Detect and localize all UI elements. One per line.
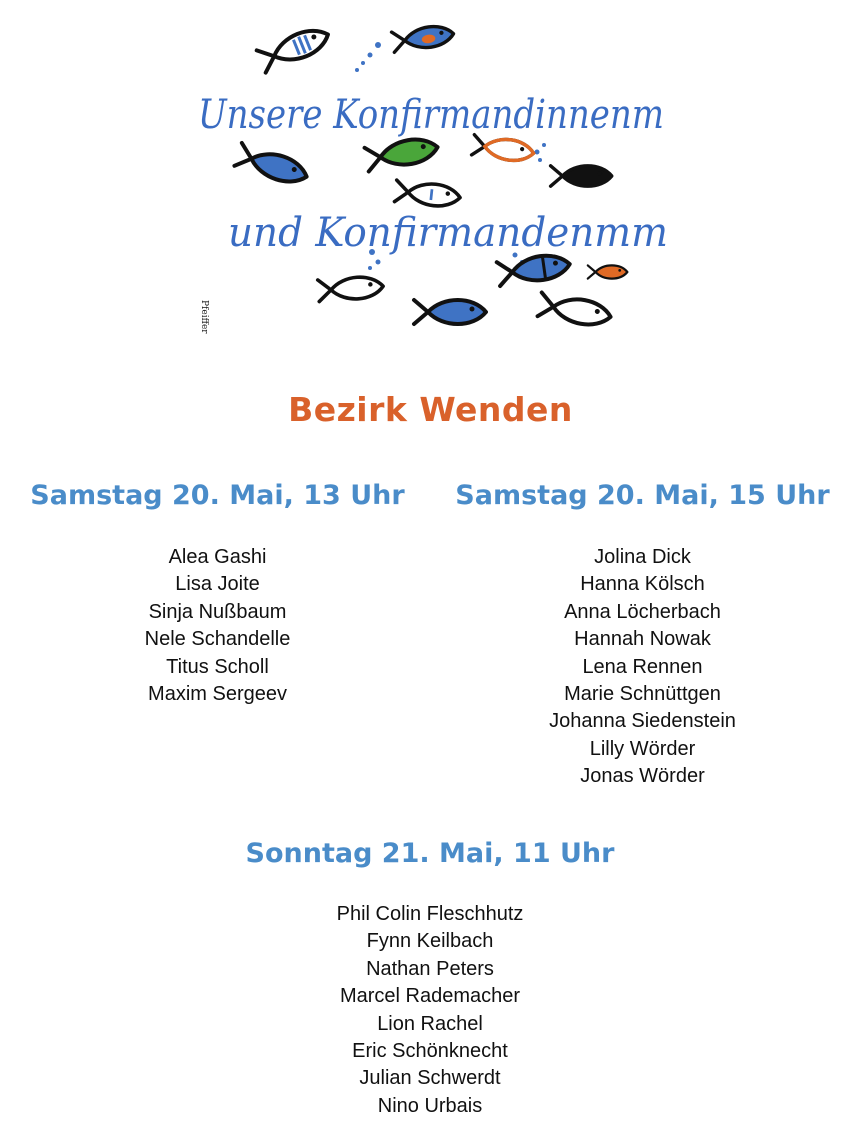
fish-logo — [180, 0, 680, 345]
list-item: Sinja Nußbaum — [148, 600, 287, 623]
fish-blue — [234, 143, 310, 188]
list-item: Lena Rennen — [582, 655, 703, 678]
list-item: Hannah Nowak — [574, 628, 711, 651]
name-list — [455, 544, 830, 791]
list-item: Julian Schwerdt — [359, 1067, 501, 1090]
fish-white-striped — [257, 23, 333, 72]
list-item: Maxim Sergeev — [148, 682, 287, 705]
fish-white-lower — [318, 275, 384, 301]
logo-signature: Pfeiffer — [199, 300, 209, 334]
fish-blue-orange — [392, 24, 455, 53]
group-heading: Sonntag 21. Mai, 11 Uhr — [245, 838, 615, 869]
fish-orange-outline — [472, 135, 535, 164]
group-heading: Samstag 20. Mai, 15 Uhr — [455, 480, 830, 511]
list-item: Lion Rachel — [377, 1012, 483, 1035]
list-item: Fynn Keilbach — [366, 930, 494, 953]
list-item: Nele Schandelle — [144, 628, 291, 651]
list-item: Nathan Peters — [366, 957, 494, 980]
list-item: Eric Schönknecht — [352, 1039, 508, 1062]
fish-green — [365, 135, 440, 171]
list-item: Phil Colin Fleschhutz — [336, 903, 524, 925]
list-item: Jolina Dick — [594, 546, 691, 568]
logo-title-line2: und Konfirmandenmm — [228, 210, 668, 256]
list-item: Titus Scholl — [166, 655, 269, 678]
name-list — [230, 901, 630, 1120]
fish-black — [551, 166, 612, 186]
name-list — [30, 544, 405, 708]
fish-orange-small — [588, 265, 628, 278]
district-title: Bezirk Wenden — [288, 390, 573, 429]
list-item: Alea Gashi — [168, 546, 267, 568]
fish-blue-lower — [414, 300, 486, 324]
fish-white-center — [394, 180, 461, 208]
list-item: Lisa Joite — [175, 573, 260, 596]
fish-blue-right — [497, 252, 572, 286]
list-item: Marie Schnüttgen — [564, 682, 721, 705]
list-item: Nino Urbais — [377, 1094, 483, 1117]
list-item: Johanna Siedenstein — [549, 710, 736, 733]
list-item: Marcel Rademacher — [339, 985, 521, 1008]
list-item: Anna Löcherbach — [564, 600, 721, 623]
fish-white-right — [538, 293, 613, 329]
list-item: Lilly Wörder — [589, 737, 696, 760]
list-item: Jonas Wörder — [580, 765, 705, 788]
logo-title-line1: Unsere Konfirmandinnenm — [198, 92, 664, 138]
group-heading: Samstag 20. Mai, 13 Uhr — [30, 480, 405, 511]
list-item: Hanna Kölsch — [580, 573, 705, 596]
